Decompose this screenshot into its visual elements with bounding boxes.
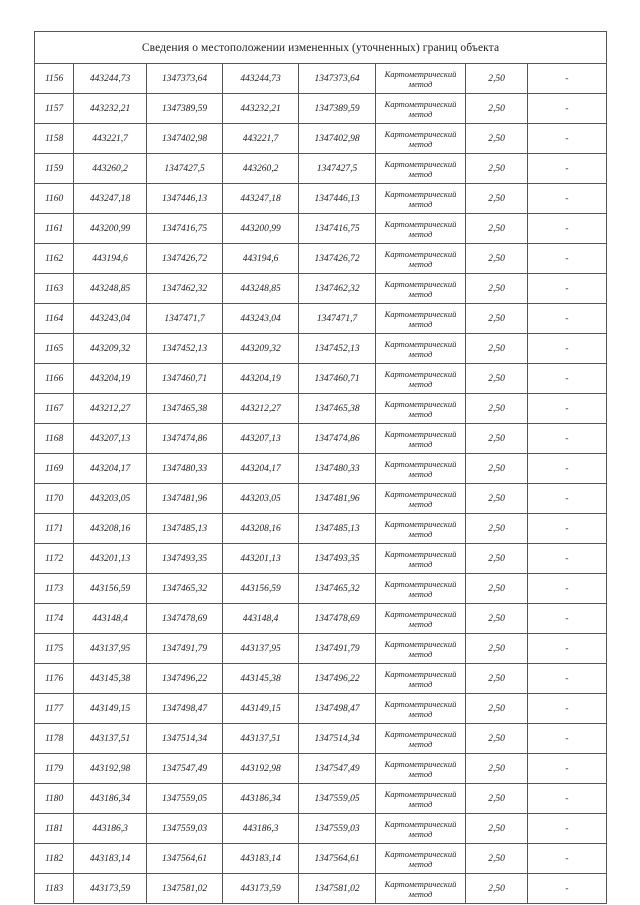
note-cell: - bbox=[528, 844, 607, 874]
method-cell: Картометрический метод bbox=[376, 754, 466, 784]
method-cell: Картометрический метод bbox=[376, 124, 466, 154]
coord-x-existing: 443137,95 bbox=[74, 634, 147, 664]
method-cell: Картометрический метод bbox=[376, 634, 466, 664]
accuracy-cell: 2,50 bbox=[466, 364, 528, 394]
coord-x-refined: 443186,34 bbox=[223, 784, 299, 814]
coord-x-refined: 443137,95 bbox=[223, 634, 299, 664]
accuracy-cell: 2,50 bbox=[466, 244, 528, 274]
accuracy-cell: 2,50 bbox=[466, 874, 528, 904]
accuracy-cell: 2,50 bbox=[466, 754, 528, 784]
note-cell: - bbox=[528, 454, 607, 484]
point-number: 1157 bbox=[35, 94, 74, 124]
accuracy-cell: 2,50 bbox=[466, 424, 528, 454]
note-cell: - bbox=[528, 574, 607, 604]
accuracy-cell: 2,50 bbox=[466, 484, 528, 514]
method-cell: Картометрический метод bbox=[376, 424, 466, 454]
coord-y-existing: 1347559,05 bbox=[147, 784, 223, 814]
accuracy-cell: 2,50 bbox=[466, 574, 528, 604]
method-cell: Картометрический метод bbox=[376, 64, 466, 94]
coord-y-existing: 1347465,38 bbox=[147, 394, 223, 424]
coord-y-existing: 1347416,75 bbox=[147, 214, 223, 244]
table-title: Сведения о местоположении измененных (уточненных) границ объекта bbox=[35, 32, 607, 64]
coord-x-refined: 443148,4 bbox=[223, 604, 299, 634]
coord-x-existing: 443201,13 bbox=[74, 544, 147, 574]
accuracy-cell: 2,50 bbox=[466, 394, 528, 424]
coord-x-existing: 443243,04 bbox=[74, 304, 147, 334]
note-cell: - bbox=[528, 514, 607, 544]
coord-y-refined: 1347402,98 bbox=[299, 124, 376, 154]
accuracy-cell: 2,50 bbox=[466, 64, 528, 94]
point-number: 1177 bbox=[35, 694, 74, 724]
table-row bbox=[35, 124, 607, 154]
point-number: 1163 bbox=[35, 274, 74, 304]
accuracy-cell: 2,50 bbox=[466, 784, 528, 814]
coord-y-existing: 1347481,96 bbox=[147, 484, 223, 514]
coord-y-refined: 1347481,96 bbox=[299, 484, 376, 514]
coord-y-existing: 1347426,72 bbox=[147, 244, 223, 274]
coord-x-refined: 443203,05 bbox=[223, 484, 299, 514]
coord-x-existing: 443212,27 bbox=[74, 394, 147, 424]
note-cell: - bbox=[528, 124, 607, 154]
point-number: 1172 bbox=[35, 544, 74, 574]
coord-y-refined: 1347498,47 bbox=[299, 694, 376, 724]
table-row bbox=[35, 154, 607, 184]
coord-x-refined: 443207,13 bbox=[223, 424, 299, 454]
coord-x-existing: 443208,16 bbox=[74, 514, 147, 544]
method-cell: Картометрический метод bbox=[376, 874, 466, 904]
note-cell: - bbox=[528, 484, 607, 514]
method-cell: Картометрический метод bbox=[376, 724, 466, 754]
point-number: 1166 bbox=[35, 364, 74, 394]
title-row bbox=[35, 32, 607, 64]
accuracy-cell: 2,50 bbox=[466, 304, 528, 334]
coord-y-existing: 1347471,7 bbox=[147, 304, 223, 334]
table-row bbox=[35, 694, 607, 724]
coord-y-existing: 1347514,34 bbox=[147, 724, 223, 754]
table-row bbox=[35, 184, 607, 214]
coord-y-refined: 1347478,69 bbox=[299, 604, 376, 634]
coord-x-refined: 443186,3 bbox=[223, 814, 299, 844]
coord-x-existing: 443186,34 bbox=[74, 784, 147, 814]
method-cell: Картометрический метод bbox=[376, 604, 466, 634]
coord-y-refined: 1347465,32 bbox=[299, 574, 376, 604]
coord-x-existing: 443156,59 bbox=[74, 574, 147, 604]
point-number: 1164 bbox=[35, 304, 74, 334]
table-row bbox=[35, 844, 607, 874]
coord-y-refined: 1347514,34 bbox=[299, 724, 376, 754]
point-number: 1171 bbox=[35, 514, 74, 544]
coord-x-refined: 443260,2 bbox=[223, 154, 299, 184]
coord-y-refined: 1347446,13 bbox=[299, 184, 376, 214]
coord-x-refined: 443183,14 bbox=[223, 844, 299, 874]
table-row bbox=[35, 214, 607, 244]
point-number: 1165 bbox=[35, 334, 74, 364]
coord-x-refined: 443212,27 bbox=[223, 394, 299, 424]
coord-x-existing: 443207,13 bbox=[74, 424, 147, 454]
coord-x-refined: 443137,51 bbox=[223, 724, 299, 754]
coord-y-existing: 1347491,79 bbox=[147, 634, 223, 664]
accuracy-cell: 2,50 bbox=[466, 94, 528, 124]
coord-x-refined: 443173,59 bbox=[223, 874, 299, 904]
coord-x-existing: 443145,38 bbox=[74, 664, 147, 694]
coord-y-existing: 1347498,47 bbox=[147, 694, 223, 724]
accuracy-cell: 2,50 bbox=[466, 274, 528, 304]
coord-y-existing: 1347559,03 bbox=[147, 814, 223, 844]
coord-y-existing: 1347402,98 bbox=[147, 124, 223, 154]
coord-x-refined: 443194,6 bbox=[223, 244, 299, 274]
note-cell: - bbox=[528, 94, 607, 124]
coord-y-existing: 1347465,32 bbox=[147, 574, 223, 604]
point-number: 1178 bbox=[35, 724, 74, 754]
method-cell: Картометрический метод bbox=[376, 244, 466, 274]
point-number: 1160 bbox=[35, 184, 74, 214]
note-cell: - bbox=[528, 724, 607, 754]
coord-y-refined: 1347496,22 bbox=[299, 664, 376, 694]
note-cell: - bbox=[528, 274, 607, 304]
method-cell: Картометрический метод bbox=[376, 154, 466, 184]
table-row bbox=[35, 814, 607, 844]
coord-x-existing: 443194,6 bbox=[74, 244, 147, 274]
coord-y-refined: 1347373,64 bbox=[299, 64, 376, 94]
coord-y-refined: 1347452,13 bbox=[299, 334, 376, 364]
coord-y-refined: 1347474,86 bbox=[299, 424, 376, 454]
note-cell: - bbox=[528, 604, 607, 634]
note-cell: - bbox=[528, 214, 607, 244]
note-cell: - bbox=[528, 814, 607, 844]
coord-x-refined: 443248,85 bbox=[223, 274, 299, 304]
boundary-table bbox=[34, 31, 607, 904]
method-cell: Картометрический метод bbox=[376, 544, 466, 574]
coord-y-refined: 1347581,02 bbox=[299, 874, 376, 904]
coord-y-existing: 1347389,59 bbox=[147, 94, 223, 124]
coord-x-existing: 443204,17 bbox=[74, 454, 147, 484]
point-number: 1156 bbox=[35, 64, 74, 94]
coord-y-existing: 1347564,61 bbox=[147, 844, 223, 874]
method-cell: Картометрический метод bbox=[376, 274, 466, 304]
accuracy-cell: 2,50 bbox=[466, 154, 528, 184]
point-number: 1173 bbox=[35, 574, 74, 604]
point-number: 1181 bbox=[35, 814, 74, 844]
coord-y-refined: 1347559,03 bbox=[299, 814, 376, 844]
coord-x-existing: 443248,85 bbox=[74, 274, 147, 304]
coord-x-existing: 443204,19 bbox=[74, 364, 147, 394]
accuracy-cell: 2,50 bbox=[466, 604, 528, 634]
coord-y-refined: 1347427,5 bbox=[299, 154, 376, 184]
table-row bbox=[35, 544, 607, 574]
table-row bbox=[35, 454, 607, 484]
table-row bbox=[35, 424, 607, 454]
table-row bbox=[35, 334, 607, 364]
table-row bbox=[35, 874, 607, 904]
table-row bbox=[35, 274, 607, 304]
table-row bbox=[35, 94, 607, 124]
coord-x-refined: 443232,21 bbox=[223, 94, 299, 124]
table-row bbox=[35, 604, 607, 634]
coord-x-existing: 443148,4 bbox=[74, 604, 147, 634]
note-cell: - bbox=[528, 154, 607, 184]
coord-x-refined: 443221,7 bbox=[223, 124, 299, 154]
method-cell: Картометрический метод bbox=[376, 814, 466, 844]
note-cell: - bbox=[528, 784, 607, 814]
coord-x-existing: 443192,98 bbox=[74, 754, 147, 784]
coord-x-refined: 443244,73 bbox=[223, 64, 299, 94]
coord-x-refined: 443192,98 bbox=[223, 754, 299, 784]
table-row bbox=[35, 64, 607, 94]
coord-y-existing: 1347547,49 bbox=[147, 754, 223, 784]
coord-y-refined: 1347485,13 bbox=[299, 514, 376, 544]
point-number: 1158 bbox=[35, 124, 74, 154]
coord-x-existing: 443200,99 bbox=[74, 214, 147, 244]
note-cell: - bbox=[528, 394, 607, 424]
accuracy-cell: 2,50 bbox=[466, 334, 528, 364]
accuracy-cell: 2,50 bbox=[466, 184, 528, 214]
note-cell: - bbox=[528, 334, 607, 364]
coord-y-existing: 1347446,13 bbox=[147, 184, 223, 214]
method-cell: Картометрический метод bbox=[376, 574, 466, 604]
coord-y-existing: 1347480,33 bbox=[147, 454, 223, 484]
note-cell: - bbox=[528, 874, 607, 904]
point-number: 1180 bbox=[35, 784, 74, 814]
coord-x-refined: 443204,19 bbox=[223, 364, 299, 394]
method-cell: Картометрический метод bbox=[376, 784, 466, 814]
coord-x-refined: 443247,18 bbox=[223, 184, 299, 214]
coord-y-existing: 1347496,22 bbox=[147, 664, 223, 694]
table-row bbox=[35, 664, 607, 694]
coord-x-existing: 443244,73 bbox=[74, 64, 147, 94]
method-cell: Картометрический метод bbox=[376, 514, 466, 544]
coord-x-refined: 443200,99 bbox=[223, 214, 299, 244]
coord-y-existing: 1347452,13 bbox=[147, 334, 223, 364]
coord-x-refined: 443145,38 bbox=[223, 664, 299, 694]
coord-y-refined: 1347559,05 bbox=[299, 784, 376, 814]
coord-y-existing: 1347427,5 bbox=[147, 154, 223, 184]
accuracy-cell: 2,50 bbox=[466, 214, 528, 244]
note-cell: - bbox=[528, 244, 607, 274]
point-number: 1161 bbox=[35, 214, 74, 244]
accuracy-cell: 2,50 bbox=[466, 694, 528, 724]
coord-y-refined: 1347471,7 bbox=[299, 304, 376, 334]
method-cell: Картометрический метод bbox=[376, 694, 466, 724]
note-cell: - bbox=[528, 424, 607, 454]
table-row bbox=[35, 754, 607, 784]
point-number: 1183 bbox=[35, 874, 74, 904]
coord-x-existing: 443209,32 bbox=[74, 334, 147, 364]
method-cell: Картометрический метод bbox=[376, 394, 466, 424]
note-cell: - bbox=[528, 754, 607, 784]
accuracy-cell: 2,50 bbox=[466, 544, 528, 574]
point-number: 1182 bbox=[35, 844, 74, 874]
coord-x-existing: 443232,21 bbox=[74, 94, 147, 124]
coord-y-refined: 1347462,32 bbox=[299, 274, 376, 304]
table-row bbox=[35, 244, 607, 274]
note-cell: - bbox=[528, 364, 607, 394]
table-row bbox=[35, 724, 607, 754]
note-cell: - bbox=[528, 694, 607, 724]
note-cell: - bbox=[528, 304, 607, 334]
method-cell: Картометрический метод bbox=[376, 334, 466, 364]
accuracy-cell: 2,50 bbox=[466, 454, 528, 484]
table-row bbox=[35, 394, 607, 424]
point-number: 1175 bbox=[35, 634, 74, 664]
point-number: 1170 bbox=[35, 484, 74, 514]
table-row bbox=[35, 574, 607, 604]
coord-y-existing: 1347478,69 bbox=[147, 604, 223, 634]
coord-x-refined: 443201,13 bbox=[223, 544, 299, 574]
accuracy-cell: 2,50 bbox=[466, 124, 528, 154]
note-cell: - bbox=[528, 664, 607, 694]
coord-x-existing: 443221,7 bbox=[74, 124, 147, 154]
method-cell: Картометрический метод bbox=[376, 364, 466, 394]
coord-y-existing: 1347485,13 bbox=[147, 514, 223, 544]
coord-y-refined: 1347480,33 bbox=[299, 454, 376, 484]
coord-x-existing: 443149,15 bbox=[74, 694, 147, 724]
coord-x-refined: 443204,17 bbox=[223, 454, 299, 484]
point-number: 1176 bbox=[35, 664, 74, 694]
coord-y-refined: 1347547,49 bbox=[299, 754, 376, 784]
accuracy-cell: 2,50 bbox=[466, 724, 528, 754]
accuracy-cell: 2,50 bbox=[466, 664, 528, 694]
point-number: 1167 bbox=[35, 394, 74, 424]
coord-y-refined: 1347389,59 bbox=[299, 94, 376, 124]
coord-x-refined: 443149,15 bbox=[223, 694, 299, 724]
method-cell: Картометрический метод bbox=[376, 664, 466, 694]
coord-y-refined: 1347426,72 bbox=[299, 244, 376, 274]
point-number: 1162 bbox=[35, 244, 74, 274]
coord-y-refined: 1347465,38 bbox=[299, 394, 376, 424]
coord-y-existing: 1347373,64 bbox=[147, 64, 223, 94]
coord-x-refined: 443156,59 bbox=[223, 574, 299, 604]
coord-y-refined: 1347416,75 bbox=[299, 214, 376, 244]
coord-x-existing: 443247,18 bbox=[74, 184, 147, 214]
method-cell: Картометрический метод bbox=[376, 304, 466, 334]
note-cell: - bbox=[528, 184, 607, 214]
table-row bbox=[35, 784, 607, 814]
coord-y-existing: 1347460,71 bbox=[147, 364, 223, 394]
coord-y-existing: 1347474,86 bbox=[147, 424, 223, 454]
method-cell: Картометрический метод bbox=[376, 94, 466, 124]
method-cell: Картометрический метод bbox=[376, 844, 466, 874]
coord-y-refined: 1347564,61 bbox=[299, 844, 376, 874]
point-number: 1169 bbox=[35, 454, 74, 484]
coord-x-refined: 443243,04 bbox=[223, 304, 299, 334]
method-cell: Картометрический метод bbox=[376, 484, 466, 514]
point-number: 1179 bbox=[35, 754, 74, 784]
table-row bbox=[35, 304, 607, 334]
coord-x-refined: 443209,32 bbox=[223, 334, 299, 364]
accuracy-cell: 2,50 bbox=[466, 844, 528, 874]
table-body bbox=[35, 32, 607, 904]
method-cell: Картометрический метод bbox=[376, 454, 466, 484]
coord-y-existing: 1347493,35 bbox=[147, 544, 223, 574]
method-cell: Картометрический метод bbox=[376, 214, 466, 244]
method-cell: Картометрический метод bbox=[376, 184, 466, 214]
coord-x-existing: 443183,14 bbox=[74, 844, 147, 874]
coord-x-existing: 443173,59 bbox=[74, 874, 147, 904]
note-cell: - bbox=[528, 544, 607, 574]
coord-y-refined: 1347460,71 bbox=[299, 364, 376, 394]
point-number: 1168 bbox=[35, 424, 74, 454]
coord-x-existing: 443203,05 bbox=[74, 484, 147, 514]
coord-x-existing: 443260,2 bbox=[74, 154, 147, 184]
coord-x-refined: 443208,16 bbox=[223, 514, 299, 544]
table-row bbox=[35, 634, 607, 664]
note-cell: - bbox=[528, 634, 607, 664]
coord-y-refined: 1347491,79 bbox=[299, 634, 376, 664]
accuracy-cell: 2,50 bbox=[466, 814, 528, 844]
table-row bbox=[35, 484, 607, 514]
table-row bbox=[35, 514, 607, 544]
accuracy-cell: 2,50 bbox=[466, 514, 528, 544]
coord-x-existing: 443186,3 bbox=[74, 814, 147, 844]
accuracy-cell: 2,50 bbox=[466, 634, 528, 664]
coord-x-existing: 443137,51 bbox=[74, 724, 147, 754]
coord-y-refined: 1347493,35 bbox=[299, 544, 376, 574]
point-number: 1174 bbox=[35, 604, 74, 634]
coord-y-existing: 1347462,32 bbox=[147, 274, 223, 304]
table-row bbox=[35, 364, 607, 394]
coord-y-existing: 1347581,02 bbox=[147, 874, 223, 904]
point-number: 1159 bbox=[35, 154, 74, 184]
note-cell: - bbox=[528, 64, 607, 94]
